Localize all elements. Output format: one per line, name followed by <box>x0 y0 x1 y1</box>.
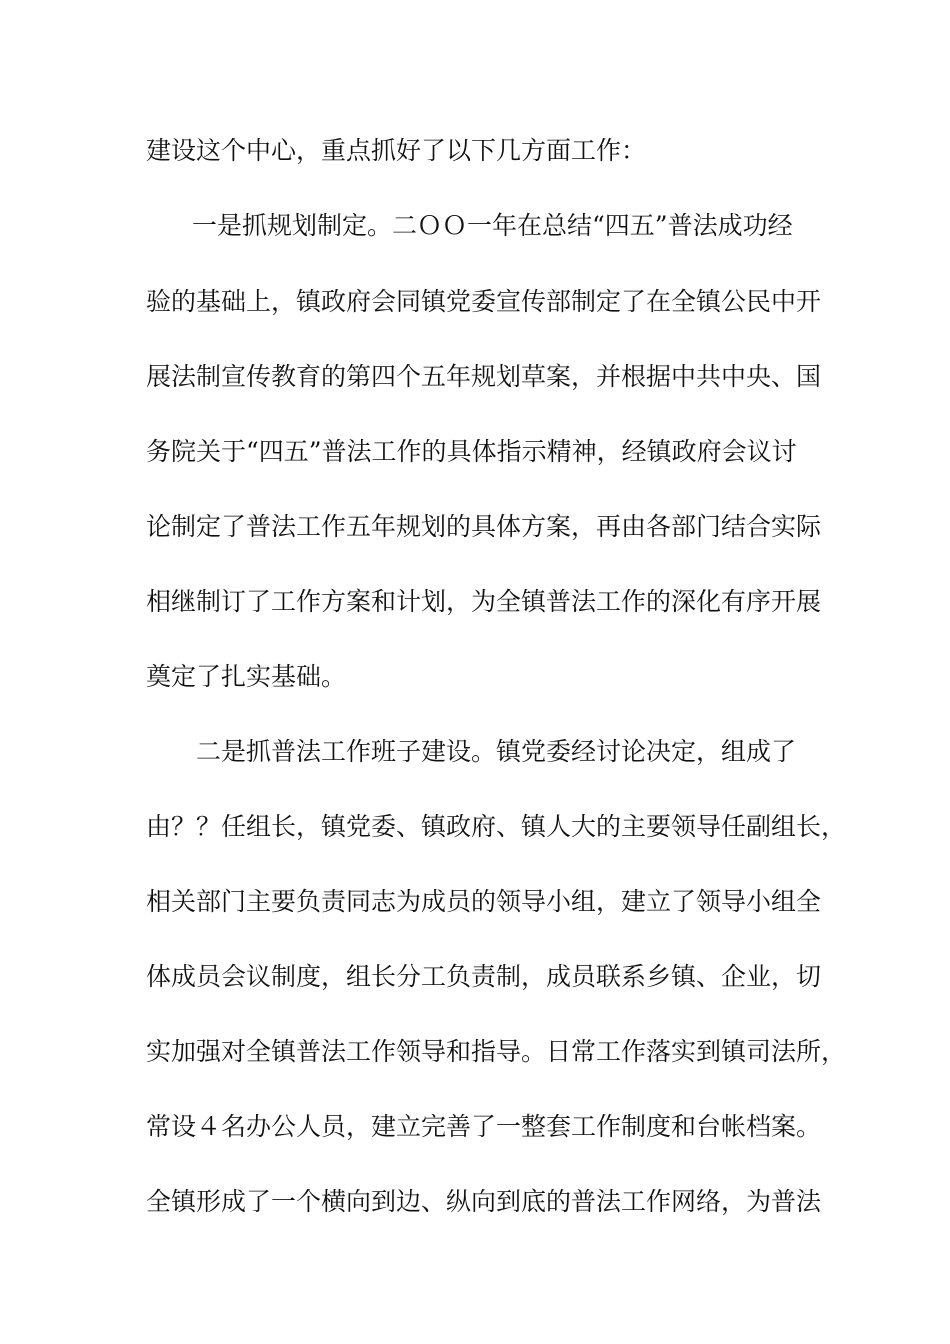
text-line-4: 展法制宣传教育的第四个五年规划草案，并根据中共中央、国 <box>146 362 822 391</box>
text-line-13: 实加强对全镇普法工作领导和指导。日常工作落实到镇司法所， <box>146 1037 847 1066</box>
text-line-15: 全镇形成了一个横向到边、纵向到底的普法工作网络，为普法 <box>146 1187 822 1216</box>
text-line-11: 相关部门主要负责同志为成员的领导小组，建立了领导小组全 <box>146 887 822 916</box>
text-line-1: 建设这个中心，重点抓好了以下几方面工作： <box>146 136 647 165</box>
text-line-12: 体成员会议制度，组长分工负责制，成员联系乡镇、企业，切 <box>146 962 822 991</box>
text-line-5: 务院关于“四五”普法工作的具体指示精神，经镇政府会议讨 <box>146 437 797 466</box>
text-line-14: 常设４名办公人员，建立完善了一整套工作制度和台帐档案。 <box>146 1112 822 1141</box>
text-line-9: 二是抓普法工作班子建设。镇党委经讨论决定，组成了 <box>196 737 797 766</box>
text-line-7: 相继制订了工作方案和计划，为全镇普法工作的深化有序开展 <box>146 587 822 616</box>
text-line-6: 论制定了普法工作五年规划的具体方案，再由各部门结合实际 <box>146 512 822 541</box>
text-line-8: 奠定了扎实基础。 <box>146 662 347 691</box>
text-line-2: 一是抓规划制定。二ＯＯ一年在总结“四五”普法成功经 <box>192 211 793 240</box>
text-line-3: 验的基础上，镇政府会同镇党委宣传部制定了在全镇公民中开 <box>146 287 822 316</box>
text-line-10: 由？？任组长，镇党委、镇政府、镇人大的主要领导任副组长， <box>146 812 847 841</box>
